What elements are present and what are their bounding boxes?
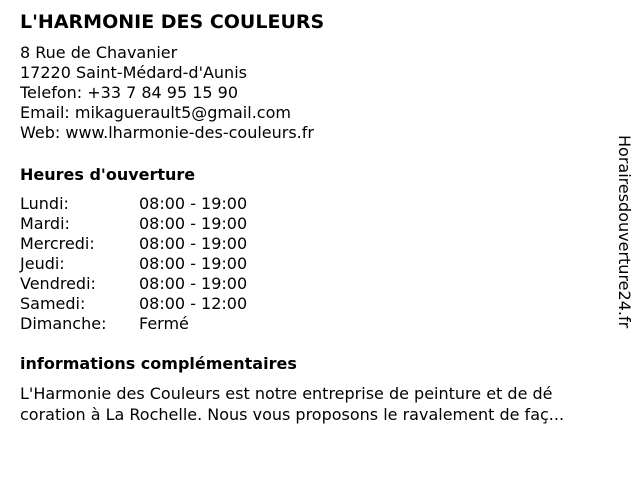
hours-heading: Heures d'ouverture [20, 165, 196, 184]
watermark-text: Horairesdouverture24.fr [615, 135, 634, 329]
day-hours: 08:00 - 19:00 [139, 214, 248, 233]
day-hours: 08:00 - 19:00 [139, 194, 248, 213]
site-watermark [612, 135, 636, 345]
day-hours: 08:00 - 19:00 [139, 254, 248, 273]
day-label: Samedi: [20, 294, 86, 313]
day-label: Mardi: [20, 214, 70, 233]
address-street: 8 Rue de Chavanier [20, 43, 178, 62]
business-name: L'HARMONIE DES COULEURS [20, 11, 325, 33]
day-label: Lundi: [20, 194, 69, 213]
contact-block [20, 43, 314, 143]
day-label: Vendredi: [20, 274, 96, 293]
day-hours: Fermé [139, 314, 189, 333]
day-label: Mercredi: [20, 234, 95, 253]
day-hours: 08:00 - 19:00 [139, 274, 248, 293]
phone-line: Telefon: +33 7 84 95 15 90 [20, 83, 239, 102]
email-line: Email: mikaguerault5@gmail.com [20, 103, 291, 122]
info-line: coration à La Rochelle. Nous vous proposons le ravalement de faç... [20, 405, 565, 424]
info-description [20, 383, 612, 425]
info-line: L'Harmonie des Couleurs est notre entreprise de peinture et de dé [20, 384, 553, 403]
day-label: Jeudi: [20, 254, 65, 273]
address-city: 17220 Saint-Médard-d'Aunis [20, 63, 247, 82]
web-line: Web: www.lharmonie-des-couleurs.fr [20, 123, 314, 142]
day-hours: 08:00 - 12:00 [139, 294, 248, 313]
day-hours: 08:00 - 19:00 [139, 234, 248, 253]
info-heading: informations complémentaires [20, 354, 297, 373]
day-label: Dimanche: [20, 314, 107, 333]
